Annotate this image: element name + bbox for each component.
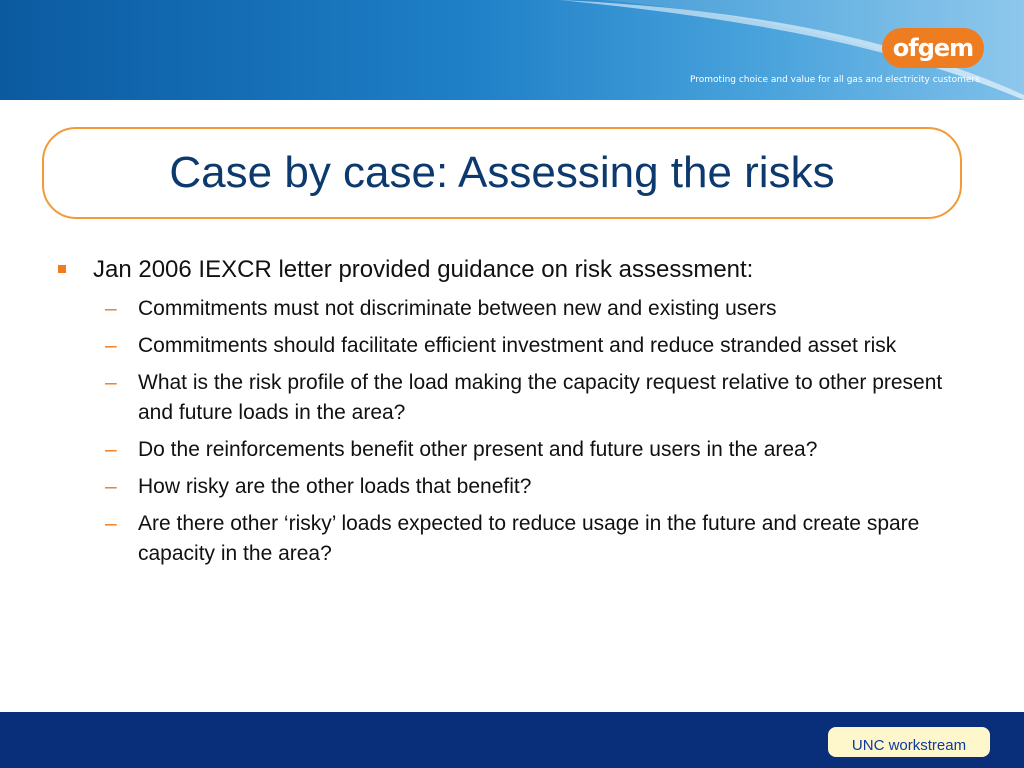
dash-bullet-icon: – [105,512,117,535]
dash-bullet-icon: – [105,371,117,394]
sub-bullet [55,472,965,502]
main-bullet-text: Jan 2006 IEXCR letter provided guidance on risk assessment: [93,256,754,283]
main-bullet [55,254,965,286]
sub-bullet [55,509,965,569]
header-tagline: Promoting choice and value for all gas and electricity customers [690,75,980,85]
ofgem-logo: ofgem [882,28,984,68]
dash-bullet-icon: – [105,438,117,461]
sub-bullet [55,368,965,428]
sub-bullet-text: Commitments should facilitate efficient investment and reduce stranded asset risk [138,334,897,357]
sub-bullet-text: Are there other ‘risky’ loads expected to reduce usage in the future and create spare capacity in the area? [138,512,920,565]
sub-bullet-text: Do the reinforcements benefit other present and future users in the area? [138,438,818,461]
dash-bullet-icon: – [105,297,117,320]
square-bullet-icon [58,265,66,273]
title-box [42,127,962,219]
slide-content [55,254,965,576]
header-banner [0,0,1024,100]
dash-bullet-icon: – [105,334,117,357]
dash-bullet-icon: – [105,475,117,498]
sub-bullet [55,294,965,324]
sub-bullet-text: How risky are the other loads that benefit? [138,475,532,498]
sub-bullet [55,435,965,465]
sub-bullet-list [55,294,965,569]
footer-label: UNC workstream [828,727,990,757]
sub-bullet-text: Commitments must not discriminate between new and existing users [138,297,777,320]
sub-bullet [55,331,965,361]
slide-title: Case by case: Assessing the risks [169,148,835,197]
sub-bullet-text: What is the risk profile of the load making the capacity request relative to other present and future loads in the area? [138,371,943,424]
